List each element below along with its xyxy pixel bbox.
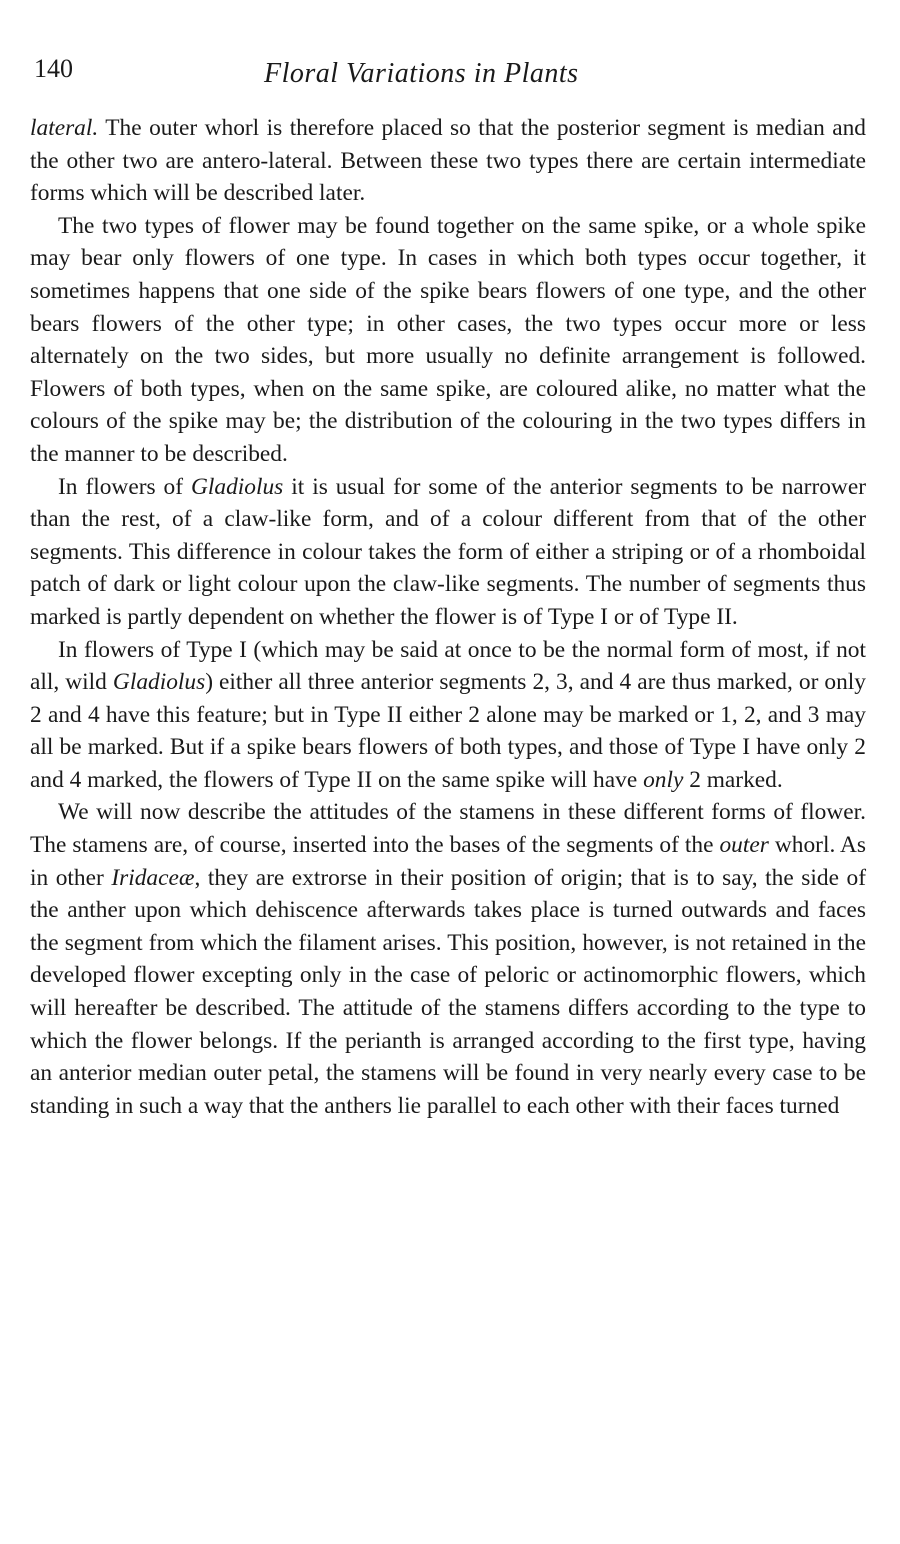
paragraph — [30, 112, 866, 210]
text-span: ) either all three anterior segments 2, 3, and 4 are thus marked, or only 2 and 4 have this feature; but in Type II either 2 alone may be marked or 1, 2, and 3 may all be marked. But if a spike bears flowers of both types, and those of Type I have only 2 and 4 marked, the flowers of Type II on the same spike will have — [30, 669, 866, 793]
text-span: lateral. — [30, 115, 99, 141]
body-text — [30, 112, 866, 1122]
text-span: 2 marked. — [683, 766, 783, 793]
text-span: only — [643, 766, 684, 793]
text-span: it is usual for some of the anterior segments to be narrower than the rest, of a claw-like form, and of a colour different from that of the other segments. This difference in colour takes the form of either a striping or of a rhomboidal patch of dark or light colour upon the claw-like segments. The number of segments thus marked is partly dependent on whether the flower is of Type I or of Type II. — [30, 473, 866, 630]
text-span: Iridaceæ — [111, 864, 195, 891]
text-span: Gladiolus — [191, 473, 284, 500]
page-number: 140 — [34, 54, 73, 83]
running-head — [34, 54, 864, 98]
text-span: The two types of flower may be found together on the same spike, or a whole spike may bear only flowers of one type. In cases in which both types occur together, it sometimes happens that one side of the spike bears flowers of one type, and the other bears flowers of the other type; in other cases, the two types occur more or less alternately on the two sides, but more usually no definite arrangement is followed. Flowers of both types, when on the same spike, are coloured alike, no matter what the colours of the spike may be; the distribution of the colouring in the two types differs in the manner to be described. — [30, 212, 866, 467]
paragraph — [30, 210, 866, 471]
running-title: Floral Variations in Plants — [264, 58, 579, 89]
text-span: We will now describe the attitudes of the stamens in these different forms of flower. The stamens are, of course, inserted into the bases of the segments of the — [30, 799, 866, 859]
text-span: Gladiolus — [112, 669, 206, 696]
text-span: In flowers of Type I (which may be said at once to be the normal form of most, if not all, wild — [30, 636, 866, 696]
text-span: outer — [719, 832, 769, 859]
text-span: The outer whorl is therefore placed so that the posterior segment is median and the other two are antero-lateral. Between these two types there are certain intermediate forms which will be described later. — [30, 115, 866, 207]
paragraph — [30, 471, 866, 634]
paragraph — [30, 796, 866, 1122]
paragraph — [30, 634, 866, 797]
text-span: whorl. As in other — [30, 832, 866, 891]
text-span: , they are extrorse in their position of origin; that is to say, the side of the anther upon which dehiscence afterwards takes place is turned outwards and faces the segment from which the filament arises. This position, however, is not retained in the developed flower excepting only in the case of peloric or actinomorphic flowers, which will hereafter be described. The attitude of the stamens differs according to the type to which the flower belongs. If the perianth is arranged according to the first type, having an anterior median outer petal, the stamens will be found in very nearly every case to be standing in such a way that the anthers lie parallel to each other with their faces turned — [30, 864, 866, 1119]
text-span: In flowers of — [58, 473, 192, 500]
